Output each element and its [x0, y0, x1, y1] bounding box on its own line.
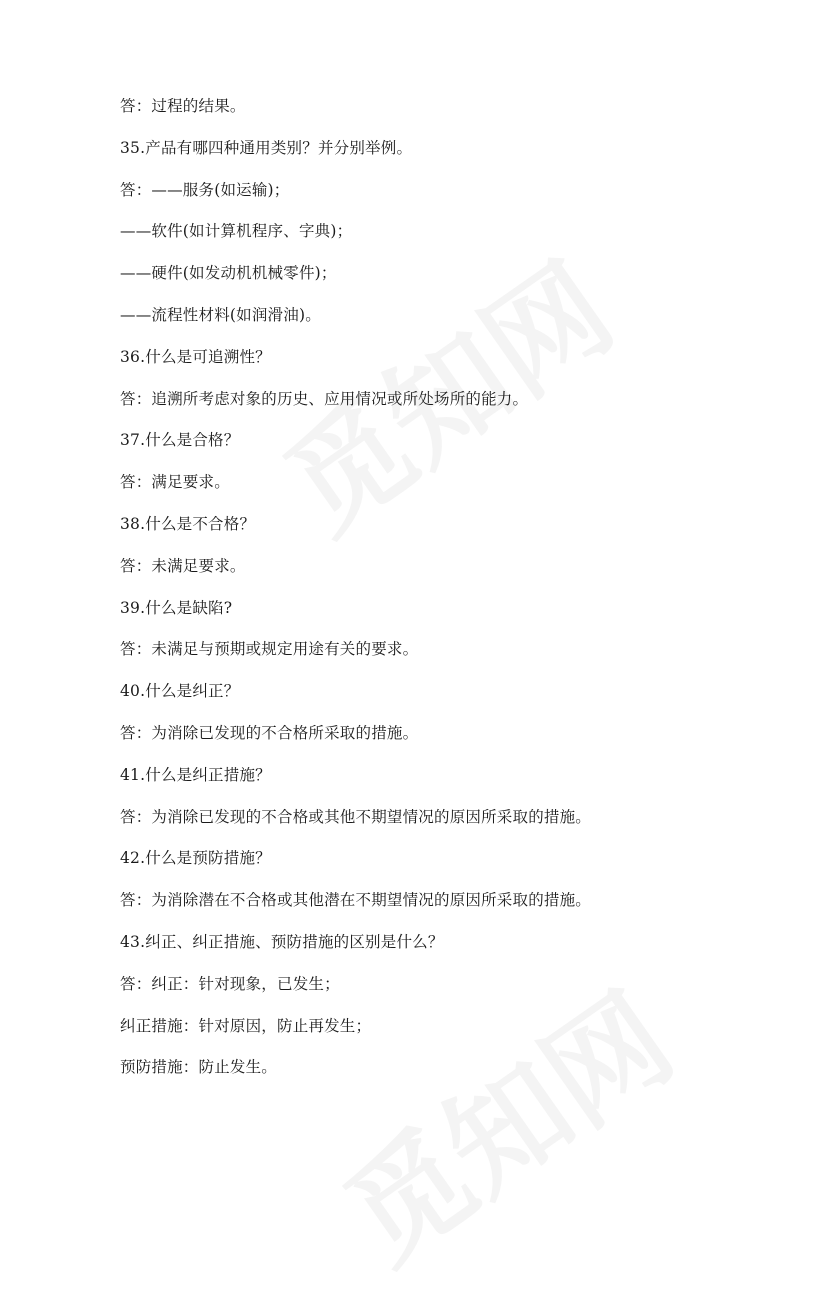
answer-line: 答：未满足与预期或规定用途有关的要求。 — [120, 640, 419, 659]
answer-line: 答：为消除已发现的不合格所采取的措施。 — [120, 723, 419, 742]
answer-line: ——流程性材料(如润滑油)。 — [120, 305, 321, 324]
question-line: 40.什么是纠正？ — [120, 682, 240, 701]
question-line: 35.产品有哪四种通用类别？并分别举例。 — [120, 138, 413, 157]
answer-line: 预防措施：防止发生。 — [120, 1058, 278, 1077]
answer-line: 答：过程的结果。 — [120, 97, 246, 115]
answer-line: 答：未满足要求。 — [120, 556, 246, 575]
answer-line: 答：追溯所考虑对象的历史、应用情况或所处场所的能力。 — [120, 389, 529, 408]
question-line: 39.什么是缺陷? — [120, 598, 233, 617]
document-body — [120, 96, 591, 1099]
answer-line: 答：满足要求。 — [120, 473, 230, 492]
question-line: 36.什么是可追溯性？ — [120, 347, 271, 366]
answer-line: ——软件(如计算机程序、字典)； — [120, 222, 353, 241]
question-line: 42.什么是预防措施？ — [120, 849, 271, 868]
question-line: 37.什么是合格？ — [120, 431, 240, 450]
answer-line: 答：为消除潜在不合格或其他潜在不期望情况的原因所采取的措施。 — [120, 891, 592, 910]
answer-line: ——硬件(如发动机机械零件)； — [120, 264, 337, 283]
answer-line: 答：纠正：针对现象，已发生； — [120, 974, 340, 993]
answer-line: 纠正措施：针对原因，防止再发生； — [120, 1016, 372, 1035]
question-line: 41.什么是纠正措施？ — [120, 765, 271, 784]
question-line: 43.纠正、纠正措施、预防措施的区别是什么？ — [120, 932, 444, 951]
question-line: 38.什么是不合格？ — [120, 514, 256, 533]
answer-line: 答：——服务(如运输)； — [120, 180, 290, 199]
answer-line: 答：为消除已发现的不合格或其他不期望情况的原因所采取的措施。 — [120, 807, 592, 826]
